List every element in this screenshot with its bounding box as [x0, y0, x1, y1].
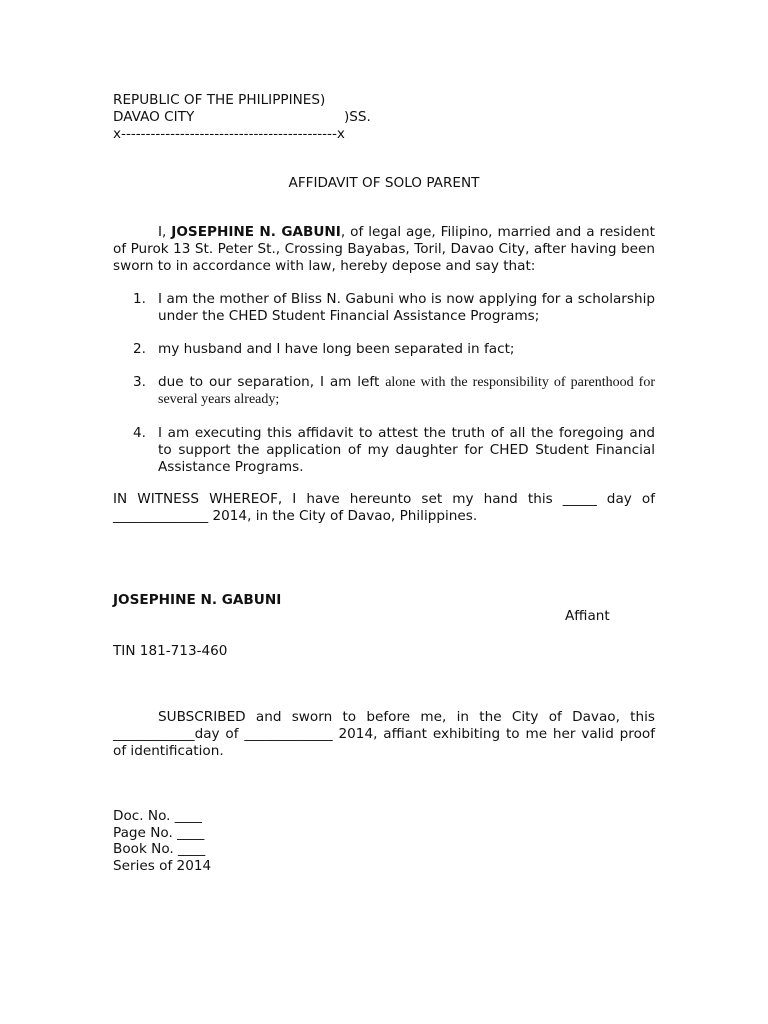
- list-item: [133, 291, 655, 325]
- list-item-text: I am executing this affidavit to attest the truth of all the foregoing and to support the application of my daughter for CHED Student Financial Assistance Programs.: [158, 425, 655, 475]
- list-item-text-b: alone with the responsibility of parenthood for several years already;: [158, 375, 656, 407]
- witness-paragraph: IN WITNESS WHEREOF, I have hereunto set my hand this _____ day of ______________ 2014, in the City of Davao, Philippines.: [113, 491, 655, 524]
- list-item-text-a: due to our separation, I am left: [158, 374, 386, 390]
- list-item: [133, 425, 655, 476]
- list-item: [133, 374, 655, 408]
- venue-republic: REPUBLIC OF THE PHILIPPINES): [113, 92, 326, 108]
- document-title: AFFIDAVIT OF SOLO PARENT: [288, 175, 480, 191]
- intro-paragraph: [113, 224, 655, 275]
- doc-number: Doc. No. ____: [113, 808, 202, 824]
- list-item-text: my husband and I have long been separated in fact;: [158, 341, 515, 357]
- list-item-number: 1.: [133, 291, 146, 307]
- list-item-text: [158, 374, 655, 408]
- affiant-label: Affiant: [565, 608, 610, 624]
- venue-ss: )SS.: [344, 109, 371, 125]
- page-number: Page No. ____: [113, 825, 205, 841]
- venue-separator: x--------------------------------------------x: [113, 126, 345, 142]
- list-item: [133, 341, 655, 358]
- list-item-number: 3.: [133, 374, 146, 390]
- jurat-paragraph: SUBSCRIBED and sworn to before me, in the City of Davao, this ____________day of _____________ 2014, affiant exhibiting to me her valid proof of identification.: [113, 709, 655, 759]
- affiant-name-intro: JOSEPHINE N. GABUNI: [171, 224, 341, 240]
- book-number: Book No. ____: [113, 841, 206, 857]
- list-item-text: I am the mother of Bliss N. Gabuni who is now applying for a scholarship under the CHED Student Financial Assistance Programs;: [158, 291, 655, 324]
- affiant-tin: TIN 181-713-460: [113, 643, 228, 659]
- list-item-number: 4.: [133, 425, 146, 441]
- intro-rest: , of legal age, Filipino, married and a resident of Purok 13 St. Peter St., Crossing Bayabas, Toril, Davao City, after having been sworn to in accordance with law, hereby depose and say that:: [113, 224, 655, 274]
- series-year: Series of 2014: [113, 858, 212, 874]
- list-item-number: 2.: [133, 341, 146, 357]
- intro-prefix: I,: [158, 224, 172, 240]
- venue-city: DAVAO CITY: [113, 109, 195, 125]
- affiant-name-signature: JOSEPHINE N. GABUNI: [113, 592, 282, 608]
